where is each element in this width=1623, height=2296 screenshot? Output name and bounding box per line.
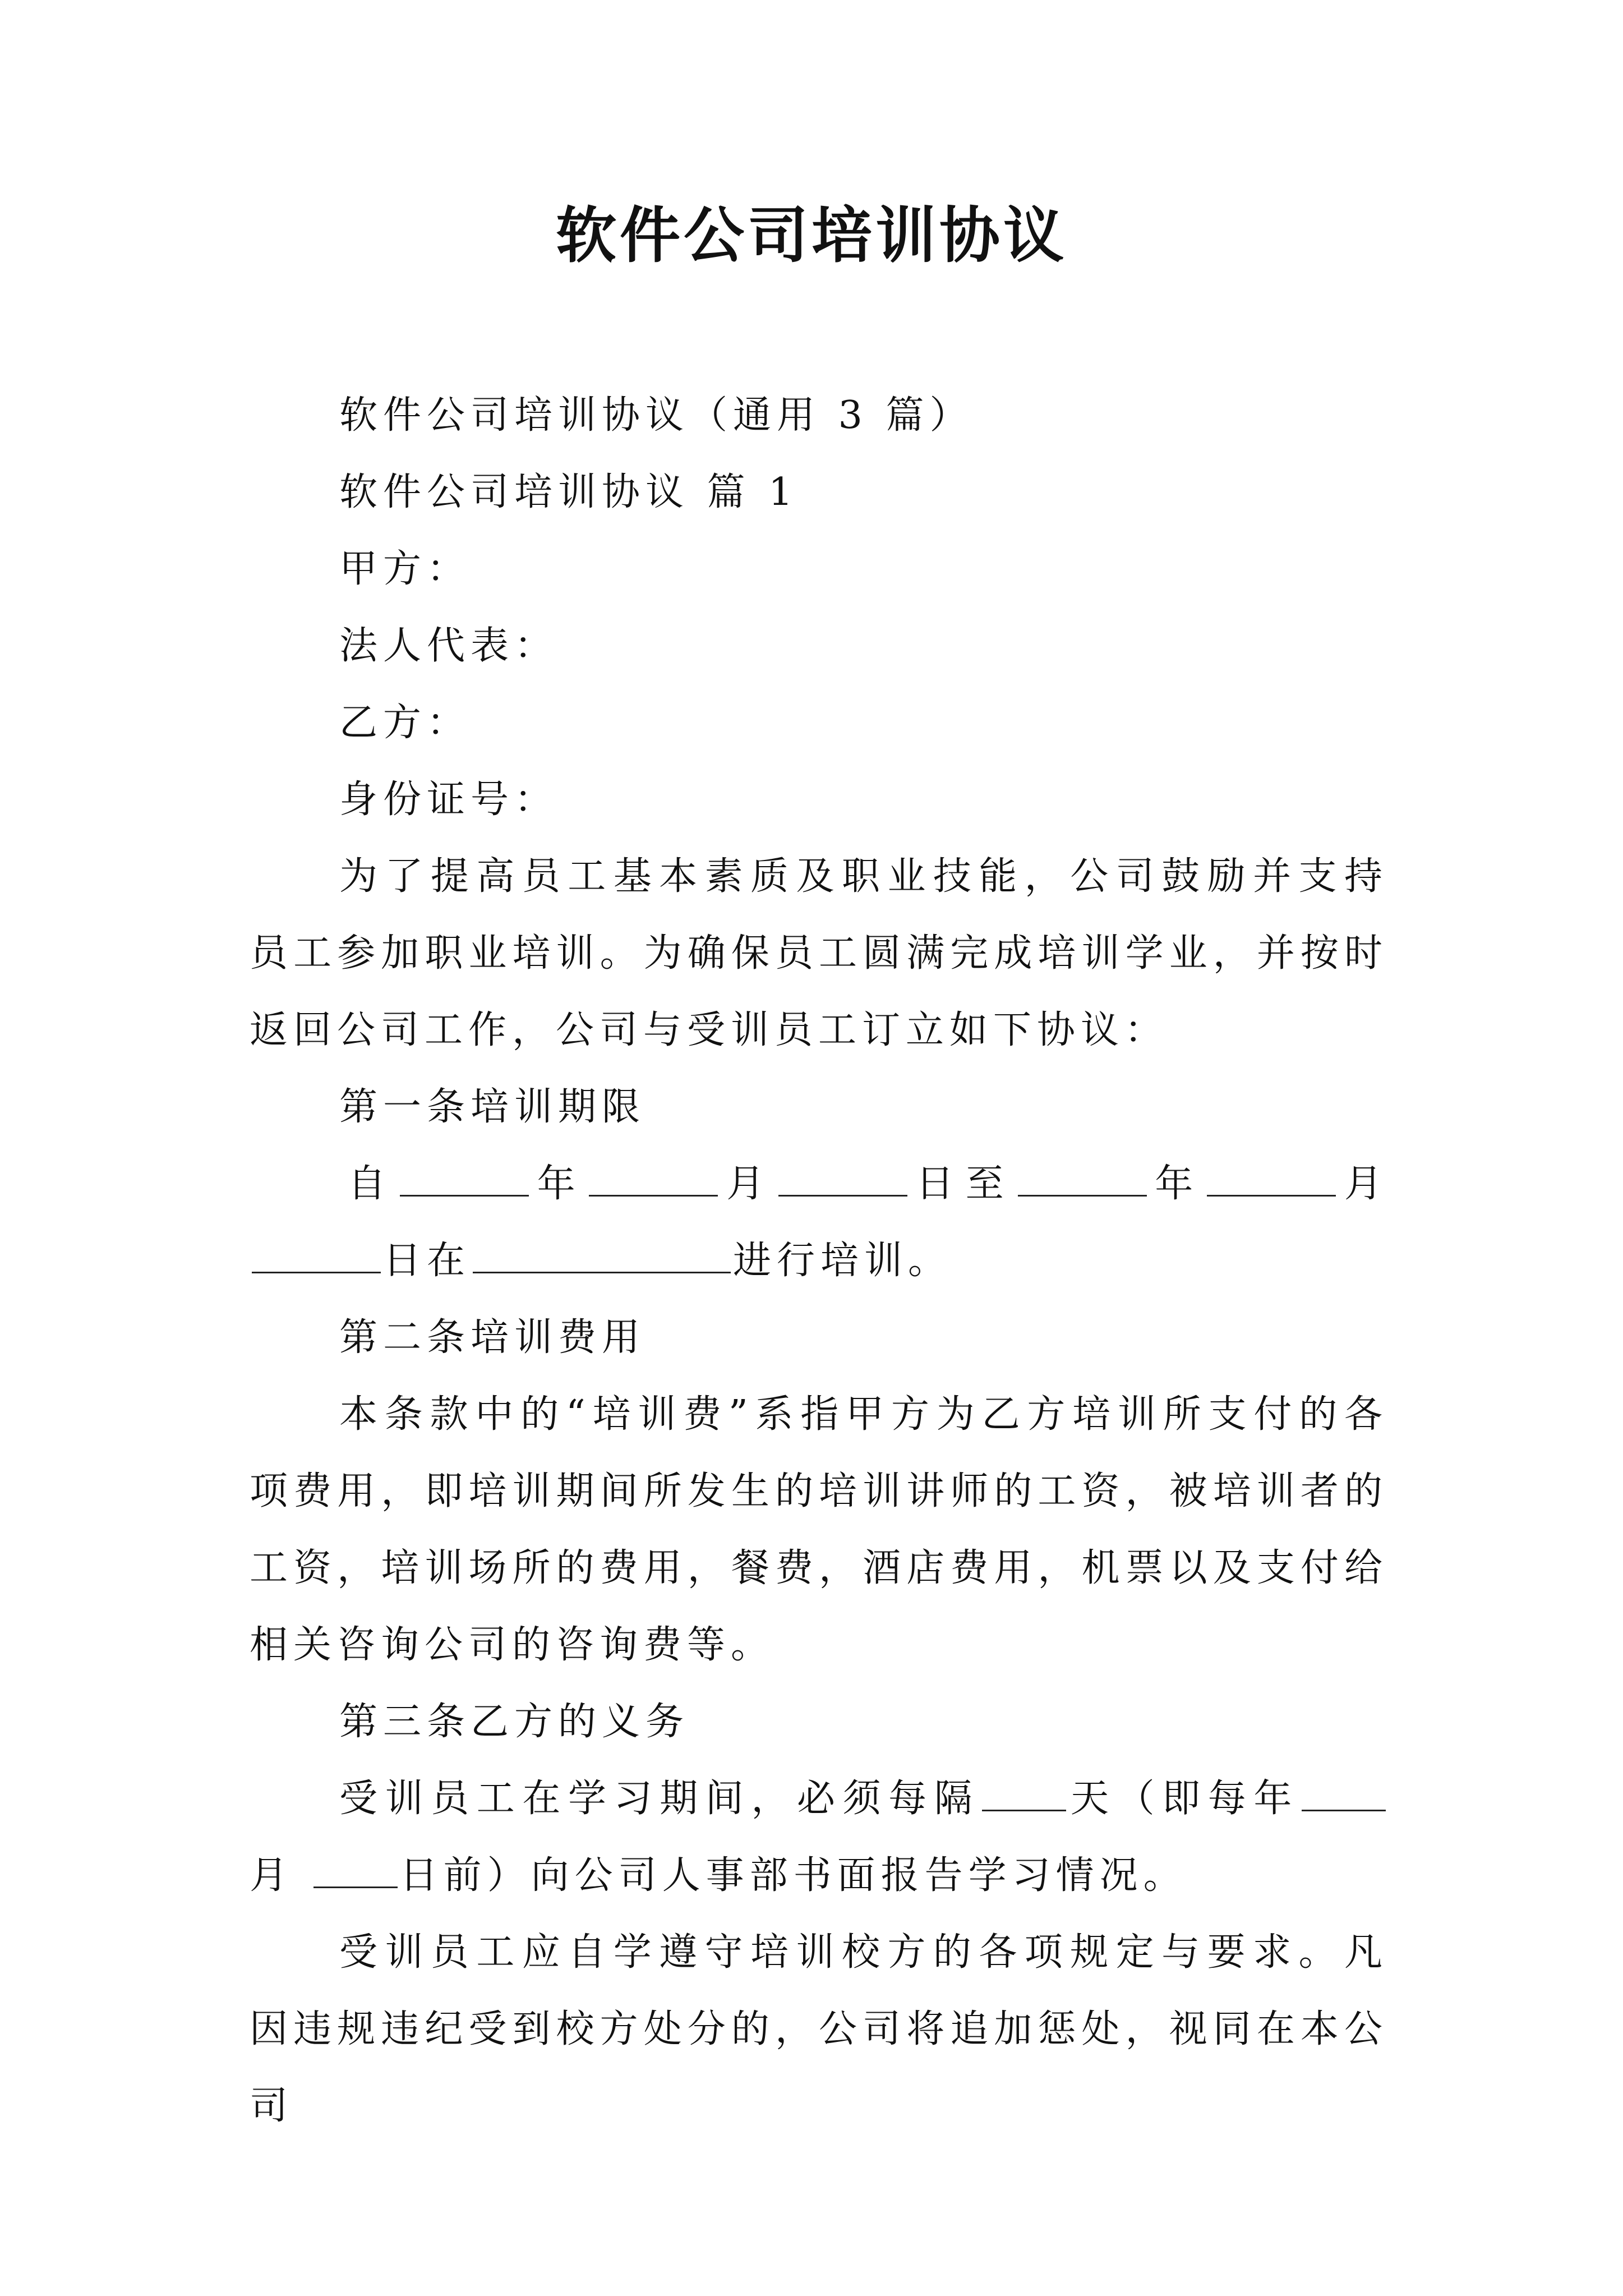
article-3-p1-part-2: 天（即每年 xyxy=(1068,1777,1299,1821)
article-3-paragraph-2: 受训员工应自学遵守培训校方的各项规定与要求。凡因违规违纪受到校方处分的，公司将追加惩处，视同在本公司 xyxy=(250,1930,1388,2128)
article-1-month-2: 月 xyxy=(1338,1162,1388,1206)
blank-line xyxy=(778,1163,907,1197)
article-1-heading: 第一条培训期限 xyxy=(339,1085,646,1129)
blank-line xyxy=(400,1163,529,1197)
article-1-month-1: 月 xyxy=(720,1162,777,1206)
document-title: 软件公司培训协议 xyxy=(555,200,1067,271)
article-3-paragraph-1 xyxy=(250,1760,1388,1914)
intro-paragraph: 为了提高员工基本素质及职业技能，公司鼓励并支持员工参加职业培训。为确保员工圆满完成培训学业，并按时返回公司工作，公司与受训员工订立如下协议： xyxy=(250,854,1388,1052)
article-3-p1-part-3: 月 xyxy=(250,1853,294,1898)
party-b-label: 乙方： xyxy=(339,701,471,745)
article-3-p1-part-4: 日前）向公司人事部书面报告学习情况。 xyxy=(399,1853,1187,1898)
blank-line xyxy=(1018,1163,1147,1197)
blank-line xyxy=(252,1240,381,1273)
blank-line xyxy=(313,1855,398,1888)
document-body xyxy=(250,377,1388,2145)
legal-representative-label: 法人代表： xyxy=(339,624,559,668)
blank-line xyxy=(982,1778,1066,1811)
article-1-tail: 进行培训。 xyxy=(733,1239,952,1283)
blank-line xyxy=(1302,1778,1386,1811)
subtitle: 软件公司培训协议（通用 3 篇） xyxy=(339,393,974,438)
article-3-p1-part-1: 受训员工在学习期间，必须每隔 xyxy=(339,1777,980,1821)
blank-line xyxy=(473,1240,731,1273)
article-1-body xyxy=(250,1145,1388,1299)
id-number-label: 身份证号： xyxy=(339,777,559,822)
party-a-label: 甲方： xyxy=(339,547,471,591)
blank-line xyxy=(1207,1163,1336,1197)
article-1-day-to: 日至 xyxy=(910,1162,1016,1206)
article-1-day-at: 日在 xyxy=(383,1239,471,1283)
article-3-heading: 第三条乙方的义务 xyxy=(339,1700,690,1744)
article-1-year-1: 年 xyxy=(531,1162,587,1206)
section-heading: 软件公司培训协议 篇 1 xyxy=(339,470,799,514)
article-1-year-2: 年 xyxy=(1149,1162,1205,1206)
article-1-from: 自 xyxy=(348,1162,398,1206)
article-2-body: 本条款中的“培训费”系指甲方为乙方培训所支付的各项费用，即培训期间所发生的培训讲师的工资，被培训者的工资，培训场所的费用，餐费，酒店费用，机票以及支付给相关咨询公司的咨询费等。 xyxy=(250,1392,1388,1667)
article-2-heading: 第二条培训费用 xyxy=(339,1315,646,1360)
blank-line xyxy=(589,1163,718,1197)
